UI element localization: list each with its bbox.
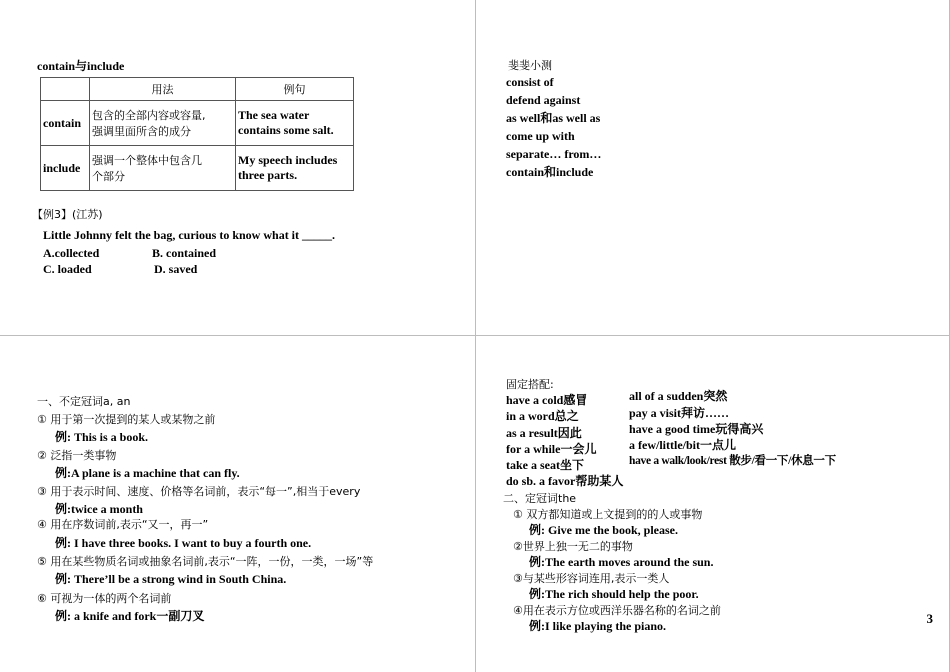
example-line: 例: Give me the book, please. [529, 523, 678, 537]
quiz-item: defend against [506, 93, 581, 107]
slide-contain-include [0, 0, 476, 336]
phrase-right: a few/little/bit一点儿 [629, 438, 736, 452]
example-line: 例: There’ll be a strong wind in South China. [55, 572, 287, 586]
example-line: 例:I like playing the piano. [529, 619, 667, 633]
table-cell-usage [90, 101, 236, 146]
quiz-item: as well和as well as [506, 111, 601, 125]
rule-line: ④用在表示方位或西洋乐器名称的名词之前 [513, 604, 721, 617]
phrases-heading: 固定搭配: [506, 378, 554, 391]
example-line: 例: a knife and fork一副刀叉 [55, 609, 205, 623]
page-number: 3 [926, 611, 933, 626]
table-cell-word: include [41, 146, 90, 191]
slide-definite-article [476, 336, 950, 672]
section-heading: 一、不定冠词a, an [37, 395, 131, 408]
table-header-cell [41, 78, 90, 101]
slide-indefinite-article [0, 336, 476, 672]
phrase-left: have a cold感冒 [506, 393, 588, 407]
table-cell-example [236, 146, 354, 191]
example-line: My speech includes [238, 153, 338, 167]
table-header-cell: 例句 [236, 78, 354, 101]
usage-line: 个部分 [92, 170, 125, 183]
phrase-left: take a seat坐下 [506, 458, 584, 472]
phrase-left: do sb. a favor帮助某人 [506, 474, 624, 488]
quiz-item: come up with [506, 129, 575, 143]
usage-line: 强调里面所含的成分 [92, 125, 191, 138]
example-line: 例: This is a book. [55, 430, 149, 444]
section-title: contain与include [37, 59, 125, 73]
rule-line: ① 双方都知道或上文提到的的人或事物 [513, 508, 703, 521]
table-cell-word: contain [41, 101, 90, 146]
option-d: D. saved [154, 262, 198, 276]
example-line: three parts. [238, 168, 298, 182]
option-b: B. contained [152, 246, 217, 260]
rule-line: ② 泛指一类事物 [37, 449, 117, 462]
quiz-title: 斐斐小测 [508, 59, 552, 72]
rule-line: ③ 用于表示时间、速度、价格等名词前，表示“每一”,相当于every [37, 485, 361, 498]
table-header-row [41, 78, 354, 101]
rule-line: ④ 用在序数词前,表示“又一，再一” [37, 518, 209, 531]
rule-line: ③与某些形容词连用,表示一类人 [513, 572, 670, 585]
table-cell-example [236, 101, 354, 146]
question-text: Little Johnny felt the bag, curious to know what it _____. [43, 228, 336, 242]
phrase-right: all of a sudden突然 [629, 389, 728, 403]
example-line: 例:The rich should help the poor. [529, 587, 699, 601]
table-cell-usage [90, 146, 236, 191]
phrase-left: for a while一会儿 [506, 442, 597, 456]
phrase-right: have a good time玩得高兴 [629, 422, 764, 436]
usage-line: 包含的全部内容或容量, [92, 109, 206, 122]
example-line: 例:A plane is a machine that can fly. [55, 466, 240, 480]
phrase-left: in a word总之 [506, 409, 579, 423]
example-label: 【例3】(江苏) [32, 208, 103, 221]
quiz-item: separate… from… [506, 147, 602, 161]
example-line: 例: I have three books. I want to buy a fourth one. [55, 536, 312, 550]
example-line: The sea water [238, 108, 310, 122]
phrase-left: as a result因此 [506, 426, 582, 440]
example-line: 例:The earth moves around the sun. [529, 555, 714, 569]
example-line: 例:twice a month [55, 502, 143, 516]
table-row [41, 146, 354, 191]
example-line: contains some salt. [238, 123, 334, 137]
usage-table [40, 77, 354, 191]
rule-line: ⑤ 用在某些物质名词或抽象名词前,表示“一阵，一份，一类，一场”等 [37, 555, 374, 568]
rule-line: ②世界上独一无二的事物 [513, 540, 633, 553]
phrase-right: have a walk/look/rest 散步/看一下/休息一下 [629, 455, 836, 467]
option-a: A.collected [43, 246, 100, 260]
rule-line: ① 用于第一次提到的某人或某物之前 [37, 413, 216, 426]
table-header-cell: 用法 [90, 78, 236, 101]
quiz-item: contain和include [506, 165, 594, 179]
section-heading: 二、定冠词the [503, 492, 577, 505]
rule-line: ⑥ 可视为一体的两个名词前 [37, 592, 172, 605]
phrase-right: pay a visit拜访…… [629, 406, 730, 420]
slide-quiz [476, 0, 950, 336]
usage-line: 强调一个整体中包含几 [92, 154, 202, 167]
table-row [41, 101, 354, 146]
quiz-item: consist of [506, 75, 554, 89]
option-c: C. loaded [43, 262, 92, 276]
